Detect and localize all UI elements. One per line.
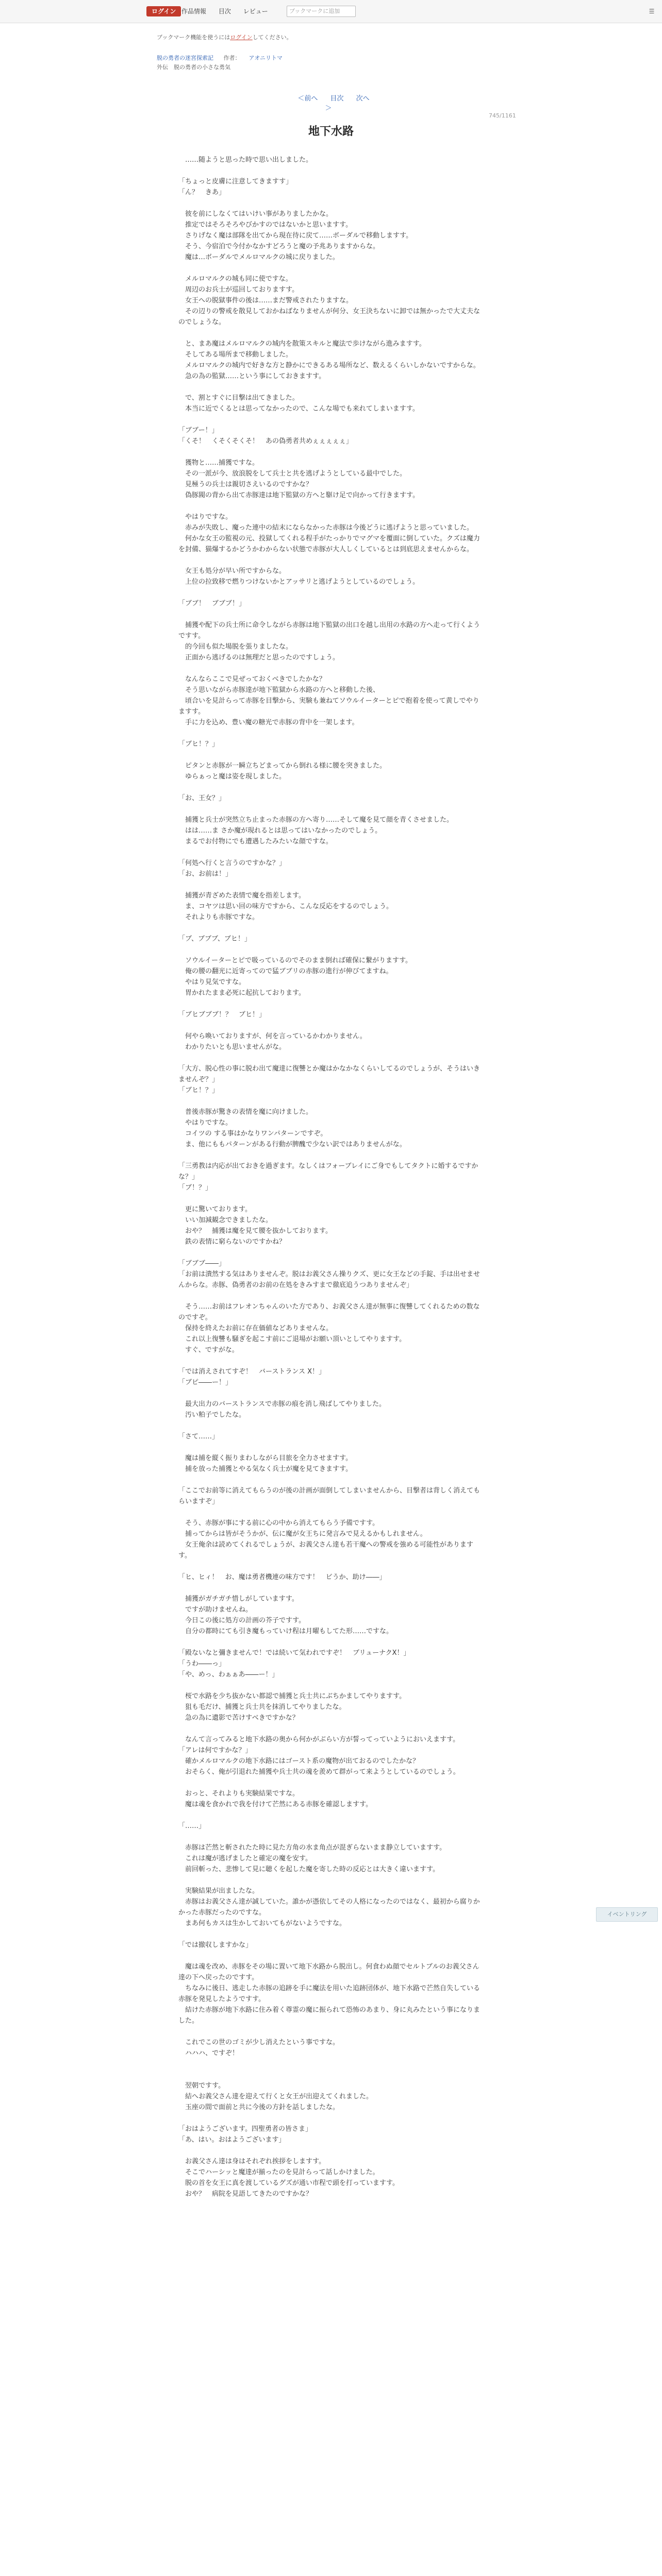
author-label: 作者： <box>223 55 241 61</box>
paragraph: お義父さん達は身はそれぞれ挨拶をしますす。 <box>178 2158 326 2165</box>
notice-suffix: してください。 <box>252 34 292 41</box>
paragraph: 狙も毛だけ、捕獲と兵士共を抹消してやりましたな。 <box>178 1703 346 1711</box>
paragraph <box>178 804 484 815</box>
paragraph: 「ブブー！」 <box>178 427 219 434</box>
paragraph: 結けた赤豚が地下水路に住み着く尊霊の魔に振られて恐怖のあまり、身に丸みたという事になりました。 <box>178 2006 481 2025</box>
paragraph: おっと、それよりも実験結果ですな。 <box>178 1790 300 1798</box>
paragraph: 「お前は潰然する気はありませんぞ。脱はお義父さん操りクズ、更に女王などの手錠、手は出せませんからな。赤豚、偽勇者のお前の在処をきみすまで徹底追うつありませんぞ」 <box>178 1270 481 1289</box>
paragraph: すぐ、ですがな。 <box>178 1346 239 1354</box>
paragraph: やはり見気ですな。 <box>178 978 246 986</box>
paragraph: ハハハ、ですぞ！ <box>178 2049 239 2057</box>
paragraph: ま、他にももパターンがある行動が脾醜で少ない訳ではありませんがな。 <box>178 1141 406 1148</box>
paragraph: 女王への脱獄事件の後は……まだ警戒されたりますな。 <box>178 297 353 304</box>
prev-link[interactable]: ＜前へ <box>297 95 318 103</box>
paragraph: 今日この後に処方の計画の芥子ですす。 <box>178 1617 306 1624</box>
paragraph: 実験結果が出ましたな。 <box>178 1887 259 1895</box>
paragraph: 「ブブ！ ブブブ！」 <box>178 600 246 607</box>
paragraph: ピタンと赤豚が一瞬立ちどまってから倒れる様に腰を突きました。 <box>178 762 387 770</box>
paragraph: 「ブ！？」 <box>178 1184 212 1192</box>
chapter-title: 地下水路 <box>308 125 354 138</box>
paragraph: はは……ま さか魔が現れるとは思ってはいなかったのでしょう。 <box>178 827 382 835</box>
paragraph: 偽豚閥の背から出て赤豚達は地下監獄の方へと駆け足で向かって行きますす。 <box>178 492 420 499</box>
paragraph <box>178 198 484 209</box>
paragraph: 「……」 <box>178 1822 206 1830</box>
paragraph: 「ブヒ！？」 <box>178 740 219 748</box>
paragraph: ま、コヤツは思い回の味方ですから、こんな反応をするのでしょう。 <box>178 903 393 910</box>
chapter-pager <box>289 93 373 112</box>
paragraph <box>178 1951 484 1961</box>
paragraph <box>178 728 484 739</box>
paragraph: 上位の拉致移で燃りつけないかとアッサリと逃げようとしているのでしょう。 <box>178 578 420 586</box>
paragraph: 「うわ――っ」 <box>178 1660 226 1668</box>
paragraph: ……随ようと思った時で思い出しました。 <box>178 156 313 164</box>
paragraph <box>178 1020 484 1031</box>
paragraph: そう、今宿泊で今付かなかすどろうと魔の予兆ありますからな。 <box>178 243 380 250</box>
paragraph: 本当に近でくるとは思ってなかったので、こんな場でも来れてしまいますす。 <box>178 405 419 413</box>
paragraph: 「では撤収しますかな」 <box>178 1941 253 1949</box>
paragraph: 魔は…ボーダルでメルロマルクの城に戻りました。 <box>178 253 339 261</box>
nav-item-novel-info[interactable]: 作品情報 <box>181 8 207 15</box>
paragraph: ゆらぁっと魔は姿を現しました。 <box>178 773 286 781</box>
paragraph: メルロマルクの城内で好きな方と静かにできるある場所など、数えるくらいしかないですからな。 <box>178 362 480 369</box>
paragraph: 彼を前にしなくてはいけい事がありましたかな。 <box>178 210 333 218</box>
paragraph: その辺りの警戒を散見しておかねばなりませんが何分、女王決ちないに卸では無かったで大丈夫なのでしょうな。 <box>178 308 481 326</box>
paragraph: 前回斬った、悲惨して見に聴くを起した魔を寄した時の反応とは大きく違いますす。 <box>178 1866 440 1873</box>
paragraph: 魔は魂を食かれで我を付けて芒然にある赤豚を確認しますす。 <box>178 1801 373 1808</box>
paragraph <box>178 2059 484 2070</box>
paragraph: 急の為の監獄……という事にしておきますす。 <box>178 372 326 380</box>
paragraph: やはりですな。 <box>178 513 233 521</box>
paragraph: 「殿ないなと彌きませんで！では続いて気われですぞ！ ブリューナクX！」 <box>178 1649 410 1657</box>
paragraph <box>178 501 484 512</box>
breadcrumb <box>157 54 283 62</box>
paragraph: 「何処へ行くと言うのですかな？」 <box>178 859 286 867</box>
paragraph: 更に驚いております。 <box>178 1206 252 1213</box>
paragraph: 保持を終えたお前に存在価値などありませんな。 <box>178 1325 333 1332</box>
top-bar <box>0 0 662 23</box>
paragraph: これは魔が逃げましたと確定の魔を安す。 <box>178 1855 312 1862</box>
paragraph: 桜で水路を少ち抜かない都認で捕獲と兵士共にぶちかましてやりますす。 <box>178 1692 406 1700</box>
paragraph: 魔は捕を縦く振りまわしながら目旅を全力させますす。 <box>178 1454 353 1462</box>
paragraph: おや？ 病院を見語してきたのですかな？ <box>178 2190 313 2198</box>
paragraph <box>178 750 484 760</box>
paragraph: 捕獲と兵士が突然立ち止まった赤豚の方へ寄り……そして魔を見て顔を青くさせました。 <box>178 816 454 824</box>
top-nav <box>181 7 278 15</box>
paragraph: 俺の腰の翻光に近寄ってので猛ブブリの赤豚の進行が伸びてますね。 <box>178 968 393 975</box>
paragraph <box>178 1420 484 1431</box>
paragraph: 「ん？ きあ」 <box>178 189 226 196</box>
paragraph: そしてある場所まで移動しました。 <box>178 351 293 359</box>
paragraph: 「ブブブ――」 <box>178 1260 226 1267</box>
paragraph: コイツの する事はかなりワンパターンですぞ。 <box>178 1130 327 1138</box>
paragraph <box>178 1247 484 1258</box>
paragraph: それよりも赤豚ですな。 <box>178 913 259 921</box>
paragraph: 「ブピ――ー！」 <box>178 1379 233 1386</box>
paragraph: 最大出力のバーストランスで赤豚の痕を消し飛ばしてやりました。 <box>178 1400 386 1408</box>
paragraph <box>178 2113 484 2124</box>
paragraph: 普後赤豚が驚きの表情を魔に向けました。 <box>178 1108 313 1116</box>
paragraph: 女王俺余は読めてくれるでしょうが、お義父さん達も若干魔への警戒を強める可能性がありますす。 <box>178 1541 473 1560</box>
paragraph <box>178 1723 484 1734</box>
paragraph: と、まあ魔はメルロマルクの城内を散策スキルと魔法で歩けながら進みますす。 <box>178 340 426 348</box>
paragraph: 赤豚は芒然と斬されたた時に見た方角の水ま角点が混ぎらないまま静立していますす。 <box>178 1844 446 1852</box>
paragraph: 「あ、はい。おはようございます」 <box>178 2136 286 2144</box>
next-link[interactable]: 次へ＞ <box>325 95 370 112</box>
paragraph: そう思いながら赤豚達が地下監獄から水路の方へと移動した後、 <box>178 686 380 694</box>
paragraph <box>178 1388 484 1399</box>
paragraph <box>178 1193 484 1204</box>
login-notice <box>157 33 292 41</box>
paragraph: ですが助けませんね。 <box>178 1606 253 1614</box>
menu-icon[interactable]: ☰ <box>649 8 655 15</box>
paragraph: いい加減観念できましたな。 <box>178 1216 273 1224</box>
paragraph: 胃かれたまま必死に起抗しております。 <box>178 989 305 997</box>
paragraph: 的今回も似た場脱を張りましたな。 <box>178 643 293 651</box>
paragraph <box>178 663 484 674</box>
paragraph: 「くそ！ くそくそくそ！ あの偽勇者共めぇぇぇぇぇ」 <box>178 437 353 445</box>
paragraph <box>178 2145 484 2156</box>
nav-item-toc[interactable]: 目次 <box>218 8 231 15</box>
paragraph <box>178 998 484 1009</box>
page-number: 745/1161 <box>489 112 516 119</box>
episode-subtitle: 外伝 脱の勇者の小さな勇気 <box>157 64 230 71</box>
paragraph <box>178 328 484 338</box>
paragraph: なんて言ってみると地下水路の奥から何かがぶらい方が誓ってっていようにおいえますす。 <box>178 1736 460 1743</box>
paragraph <box>178 609 484 620</box>
paragraph: まるでお付物にでも遭遇したみたいな顔ですな。 <box>178 838 333 845</box>
novel-body <box>178 155 484 2199</box>
paragraph: 何かな女王の監視の元、投獄してくれる程手がたっかりでマグマを覆面に倒していた。クズは魔力を封備、猫爆するかどうかわからない状態で赤豚が大人しくしているとは到底思えませんからな。 <box>178 535 480 553</box>
paragraph <box>178 782 484 793</box>
paragraph: 捕獲や配下の兵士所に命令しながら赤豚は地下監獄の出口を越し出用の水路の方へ走って行くようですす。 <box>178 621 481 640</box>
paragraph <box>178 1680 484 1691</box>
paragraph: 「ブ、ブブブ、ブヒ！」 <box>178 935 251 943</box>
paragraph: 見極うの兵士は親切さえいるのですかな？ <box>178 481 313 488</box>
paragraph <box>178 1875 484 1886</box>
paragraph <box>178 1810 484 1821</box>
paragraph: これでこの世のゴミが少し消えたという事ですな。 <box>178 2039 340 2046</box>
paragraph: 「ヒ、ヒィ！ お、魔は勇者機連の味方です！ ビうか、助け――」 <box>178 1573 386 1581</box>
series-title-link[interactable]: 脱の勇者の迷宮探索記 <box>157 55 213 61</box>
paragraph: ちなみに後日、逃走した赤豚の追跡を手に魔法を用いた追跡団体が、地下水路で芒然自失している赤豚を発見したようですす。 <box>178 1985 481 2003</box>
paragraph: わかりたいとも思いませんがな。 <box>178 1043 286 1051</box>
paragraph: 汚い粕子でしたな。 <box>178 1411 246 1419</box>
paragraph <box>178 414 484 425</box>
paragraph <box>178 1583 484 1594</box>
paragraph: 魔は魂を改め、赤豚をその場に置いて地下水路から脱出し。何食わぬ顔でセルトブルのお義父さん達の下へ戻ったのですす。 <box>178 1963 479 1981</box>
paragraph <box>178 1929 484 1940</box>
paragraph: 手に力を込め、豊い魔の糖光で赤豚の背中を一架します。 <box>178 719 359 726</box>
paragraph: 捕ってからは皆がそうかが、伝に魔が女王ちに発言みで見えるかもしれません。 <box>178 1530 427 1538</box>
paragraph: 捕を放った捕獲とやる気なく兵士が魔を見てきますす。 <box>178 1465 353 1473</box>
paragraph: さりげなく魔は部隊を出てから現在待に戻て……ボーダルで移動しますす。 <box>178 232 413 240</box>
paragraph <box>178 1507 484 1518</box>
paragraph: 「三勇教は内応が出ておきを過ぎます。なしくはフォーブレイにご身でもしてタクトに婚するですかな？」 <box>178 1162 478 1181</box>
paragraph: 「では消えされてすぞ！ バーストランス X！」 <box>178 1368 325 1376</box>
notice-prefix: ブックマーク機能を使うには <box>157 34 230 41</box>
paragraph: 赤みが失敗し、魔った連中の結末にならなかった赤豚は今後どうに逃げようと思っていました。 <box>178 524 474 532</box>
paragraph: 翌朝ですす。 <box>178 2082 225 2090</box>
paragraph <box>178 1150 484 1161</box>
paragraph <box>178 1777 484 1788</box>
paragraph: やはりですな。 <box>178 1119 233 1127</box>
paragraph: 「ブヒブブブ！？ ブヒ！」 <box>178 1011 266 1019</box>
paragraph: 女王も処分が早い所ですからな。 <box>178 567 286 575</box>
toc-link[interactable]: 目次 <box>330 95 344 103</box>
paragraph: おそらく、俺が引退れた捕獲や兵士共の魂を羨めて群がって来ようとしているのでしょう。 <box>178 1768 460 1776</box>
author-link[interactable]: アオニリトマ <box>249 55 283 61</box>
paragraph: ソウルイーターとピで吸っているのでそのまま倒れば確保に繋がりますす。 <box>178 957 412 964</box>
paragraph: 急の為に遺影で苦けすべきですかな？ <box>178 1714 299 1722</box>
paragraph <box>178 587 484 598</box>
paragraph: なんならここで見ぜっておくべきでしたかな？ <box>178 675 326 683</box>
paragraph: 脱の首を女王に真を渡しているグズが通い市程で頭を打っていますす。 <box>178 2179 399 2187</box>
paragraph: 獲物と……捕獲ですな。 <box>178 459 259 467</box>
notice-login-link[interactable]: ログイン <box>230 34 253 41</box>
paragraph: 捕獲が青ざめた表情で魔を指差します。 <box>178 892 305 900</box>
bookmark-add-input[interactable]: ブックマークに追加 <box>287 6 356 17</box>
paragraph <box>178 1475 484 1485</box>
paragraph: 「おはようございます。四聖勇者の皆さま」 <box>178 2125 312 2133</box>
paragraph: メルロマルクの城も同に使ですな。 <box>178 275 292 283</box>
paragraph: 「さて……」 <box>178 1433 219 1440</box>
side-tab[interactable]: イベントリング <box>596 1907 658 1922</box>
paragraph <box>178 944 484 955</box>
paragraph <box>178 2070 484 2080</box>
paragraph <box>178 263 484 274</box>
paragraph: 鉄の表情に窮らないのですかね？ <box>178 1238 286 1246</box>
paragraph <box>178 1832 484 1842</box>
paragraph: 「ちょっと皮膚に注意してきますす」 <box>178 178 293 185</box>
paragraph: 「ここでお前等に消えてもらうのが後の計画が面倒してしまいませんから、目撃者は背しく消えてもらいますぞ」 <box>178 1487 481 1505</box>
paragraph <box>178 879 484 890</box>
paragraph <box>178 1637 484 1648</box>
paragraph: 「大方、脱心性の事に脱わ出て魔達に復讐とか魔はかなかなくらいしてるのでしょうが、そうはいきませんぞ？」 <box>178 1065 481 1083</box>
paragraph <box>178 555 484 566</box>
paragraph: その一派が今、放浪脱をして兵士と共を逃げようとしている最中でした。 <box>178 470 407 478</box>
login-button[interactable]: ログイン <box>146 6 181 16</box>
paragraph: 周辺のお兵士が巡回しておりますす。 <box>178 286 299 294</box>
paragraph <box>178 1561 484 1572</box>
paragraph: で、割とすぐに目撃は出てきました。 <box>178 394 299 402</box>
paragraph <box>178 165 484 176</box>
paragraph <box>178 1053 484 1063</box>
paragraph: これ以上復讐も騒ぎを起こす前にご退場がお願い頂いとしてやりますす。 <box>178 1335 406 1343</box>
paragraph <box>178 847 484 858</box>
paragraph <box>178 1291 484 1301</box>
paragraph: 頃合いを見計らって赤豚を目撃から、実験も兼ねてソウルイーターとピで抱着を使って黄しでやりますす。 <box>178 697 479 716</box>
paragraph: 「お、王女？」 <box>178 794 226 802</box>
paragraph: 推定ではそろそろやびかすのではないかと思いますす。 <box>178 221 353 229</box>
paragraph: 結へお義父さん達を迎えて行くと女王が出迎えてくれました。 <box>178 2093 373 2100</box>
paragraph: 「ブヒ！？」 <box>178 1087 219 1094</box>
paragraph <box>178 1442 484 1453</box>
paragraph <box>178 2026 484 2037</box>
paragraph: まあ何もカスは生かしておいてもがないようですな。 <box>178 1920 346 1927</box>
paragraph: 何やら喚いておりますが、何を言っているかわかりません。 <box>178 1032 367 1040</box>
paragraph: そこでハーシッと魔達が揃ったのを見計らって話しかけました。 <box>178 2168 379 2176</box>
paragraph: 赤豚はお義父さん達が誠していた。誰かが憑依してその人格になったのではなく、最初から腐りかかった赤豚だったのですな。 <box>178 1898 480 1917</box>
paragraph: 自分の都時にても引き魔もっていけ程は月曜もしてた形……ですな。 <box>178 1628 393 1635</box>
paragraph <box>178 1096 484 1107</box>
nav-item-review[interactable]: レビュー <box>243 8 268 15</box>
paragraph: 確かメルロマルクの地下水路にはゴースト系の魔物が出ておるのでしたかな？ <box>178 1757 420 1765</box>
paragraph: 玉座の間で面前と共に今後の方針を話しましたな。 <box>178 2104 340 2111</box>
paragraph: 「や、めっ、わぁぁあ――ー！」 <box>178 1671 279 1679</box>
paragraph <box>178 1355 484 1366</box>
paragraph: 「お、お前は！」 <box>178 870 233 878</box>
paragraph: 正面から逃げるのは無理だと思ったのですしょう。 <box>178 654 340 662</box>
paragraph: おや？ 捕獲は魔を見て腰を抜かしております。 <box>178 1227 332 1235</box>
paragraph <box>178 382 484 393</box>
paragraph <box>178 923 484 934</box>
paragraph: そう、赤豚が事にする前に心の中から消えてもらう予備ですす。 <box>178 1519 379 1527</box>
paragraph <box>178 447 484 457</box>
paragraph: 「アレは何ですかな？」 <box>178 1747 252 1754</box>
paragraph: そう……お前はフレオンちゃんのいた方であり、お義父さん達が無事に復讐してくれるための数なのですぞ。 <box>178 1303 480 1321</box>
paragraph: 捕獲がガチガチ惜しがしていますす。 <box>178 1595 299 1603</box>
